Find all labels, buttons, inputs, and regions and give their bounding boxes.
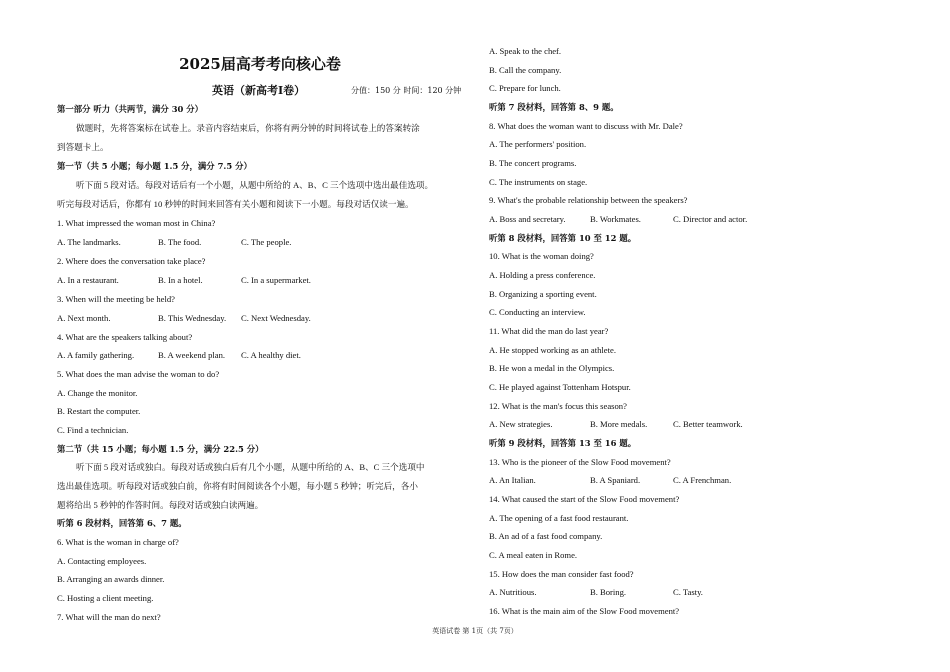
question-12: 12. What is the man's focus this season?: [489, 401, 627, 411]
question-14-option-a: A. The opening of a fast food restaurant.: [489, 513, 629, 523]
question-6-option-a: A. Contacting employees.: [57, 556, 147, 566]
option-b: B. More medals.: [590, 419, 648, 429]
question-7-option-b: B. Call the company.: [489, 65, 562, 75]
material-6-heading: 听第 6 段材料，回答第 6、7 题。: [57, 518, 187, 528]
question-1: 1. What impressed the woman most in China?: [57, 218, 216, 228]
question-8-option-c: C. The instruments on stage.: [489, 177, 588, 187]
question-5: 5. What does the man advise the woman to do?: [57, 369, 220, 379]
question-9: 9. What's the probable relationship between the speakers?: [489, 195, 688, 205]
option-a: A. A family gathering.: [57, 350, 135, 360]
option-c: C. A healthy diet.: [241, 350, 301, 360]
question-5-option-c: C. Find a technician.: [57, 425, 129, 435]
question-2: 2. Where does the conversation take place?: [57, 256, 206, 266]
question-11: 11. What did the man do last year?: [489, 326, 609, 336]
material-7-heading: 听第 7 段材料，回答第 8、9 题。: [489, 102, 619, 112]
page-footer: 英语试卷 第 1页（共 7页）: [432, 627, 518, 635]
section1-heading: 第一节（共 5 小题；每小题 1.5 分，满分 7.5 分）: [57, 161, 252, 171]
score-info: 分值：150 分 时间：120 分钟: [351, 86, 462, 95]
question-14-option-c: C. A meal eaten in Rome.: [489, 550, 578, 560]
part1-instruction: 做题时，先将答案标在试卷上。录音内容结束后，你将有两分钟的时间将试卷上的答案转涂: [76, 123, 420, 133]
option-c: C. Director and actor.: [673, 214, 748, 224]
question-11-option-c: C. He played against Tottenham Hotspur.: [489, 382, 631, 392]
option-c: C. Next Wednesday.: [241, 313, 311, 323]
question-7-option-c: C. Prepare for lunch.: [489, 83, 561, 93]
option-a: A. Boss and secretary.: [489, 214, 566, 224]
question-3: 3. When will the meeting be held?: [57, 294, 175, 304]
question-11-option-a: A. He stopped working as an athlete.: [489, 345, 616, 355]
question-10-option-b: B. Organizing a sporting event.: [489, 289, 597, 299]
option-c: C. In a supermarket.: [241, 275, 311, 285]
option-b: B. Workmates.: [590, 214, 641, 224]
option-a: A. Next month.: [57, 313, 111, 323]
question-14: 14. What caused the start of the Slow Food movement?: [489, 494, 680, 504]
option-c: C. Better teamwork.: [673, 419, 743, 429]
option-b: B. In a hotel.: [158, 275, 203, 285]
option-b: B. Boring.: [590, 587, 627, 597]
question-10-option-c: C. Conducting an interview.: [489, 307, 586, 317]
option-c: C. A Frenchman.: [673, 475, 732, 485]
question-14-option-b: B. An ad of a fast food company.: [489, 531, 603, 541]
question-4: 4. What are the speakers talking about?: [57, 332, 193, 342]
section1-instruction-cont: 听完每段对话后，你都有 10 秒钟的时间来回答有关小题和阅读下一小题。每段对话仅读一遍。: [57, 199, 414, 209]
option-a: A. In a restaurant.: [57, 275, 119, 285]
question-7: 7. What will the man do next?: [57, 612, 161, 622]
section2-heading: 第二节（共 15 小题；每小题 1.5 分，满分 22.5 分）: [57, 444, 264, 454]
section2-instruction-end: 题将给出 5 秒钟的作答时间。每段对话或独白读两遍。: [57, 500, 264, 510]
option-a: A. The landmarks.: [57, 237, 121, 247]
section2-instruction-cont: 选出最佳选项。听每段对话或独白前，你将有时间阅读各个小题，每小题 5 秒钟；听完后，各小: [57, 481, 418, 491]
question-11-option-b: B. He won a medal in the Olympics.: [489, 363, 615, 373]
question-16: 16. What is the main aim of the Slow Food movement?: [489, 606, 680, 616]
part1-heading: 第一部分 听力（共两节，满分 30 分）: [57, 104, 204, 114]
question-10-option-a: A. Holding a press conference.: [489, 270, 596, 280]
question-8-option-b: B. The concert programs.: [489, 158, 577, 168]
option-c: C. Tasty.: [673, 587, 703, 597]
question-6-option-b: B. Arranging an awards dinner.: [57, 574, 165, 584]
option-b: B. A Spaniard.: [590, 475, 641, 485]
question-6: 6. What is the woman in charge of?: [57, 537, 179, 547]
exam-subtitle: 英语（新高考Ⅰ卷）: [212, 84, 306, 97]
question-5-option-b: B. Restart the computer.: [57, 406, 141, 416]
question-8: 8. What does the woman want to discuss with Mr. Dale?: [489, 121, 683, 131]
question-5-option-a: A. Change the monitor.: [57, 388, 138, 398]
option-a: A. New strategies.: [489, 419, 553, 429]
material-8-heading: 听第 8 段材料，回答第 10 至 12 题。: [489, 233, 637, 243]
part1-instruction-cont: 到答题卡上。: [57, 142, 109, 152]
section1-instruction: 听下面 5 段对话。每段对话后有一个小题，从题中所给的 A、B、C 三个选项中选出最佳选项。: [76, 180, 434, 190]
question-7-option-a: A. Speak to the chef.: [489, 46, 562, 56]
question-8-option-a: A. The performers' position.: [489, 139, 587, 149]
question-15: 15. How does the man consider fast food?: [489, 569, 634, 579]
question-13: 13. Who is the pioneer of the Slow Food movement?: [489, 457, 671, 467]
option-a: A. Nutritious.: [489, 587, 537, 597]
section2-instruction: 听下面 5 段对话或独白。每段对话或独白后有几个小题，从题中所给的 A、B、C 三个选项中: [76, 462, 425, 472]
exam-title: 2025届高考考向核心卷: [179, 55, 341, 73]
option-c: C. The people.: [241, 237, 292, 247]
option-b: B. The food.: [158, 237, 202, 247]
material-9-heading: 听第 9 段材料，回答第 13 至 16 题。: [489, 438, 637, 448]
question-6-option-c: C. Hosting a client meeting.: [57, 593, 154, 603]
question-10: 10. What is the woman doing?: [489, 251, 594, 261]
option-b: B. This Wednesday.: [158, 313, 227, 323]
option-b: B. A weekend plan.: [158, 350, 226, 360]
option-a: A. An Italian.: [489, 475, 536, 485]
